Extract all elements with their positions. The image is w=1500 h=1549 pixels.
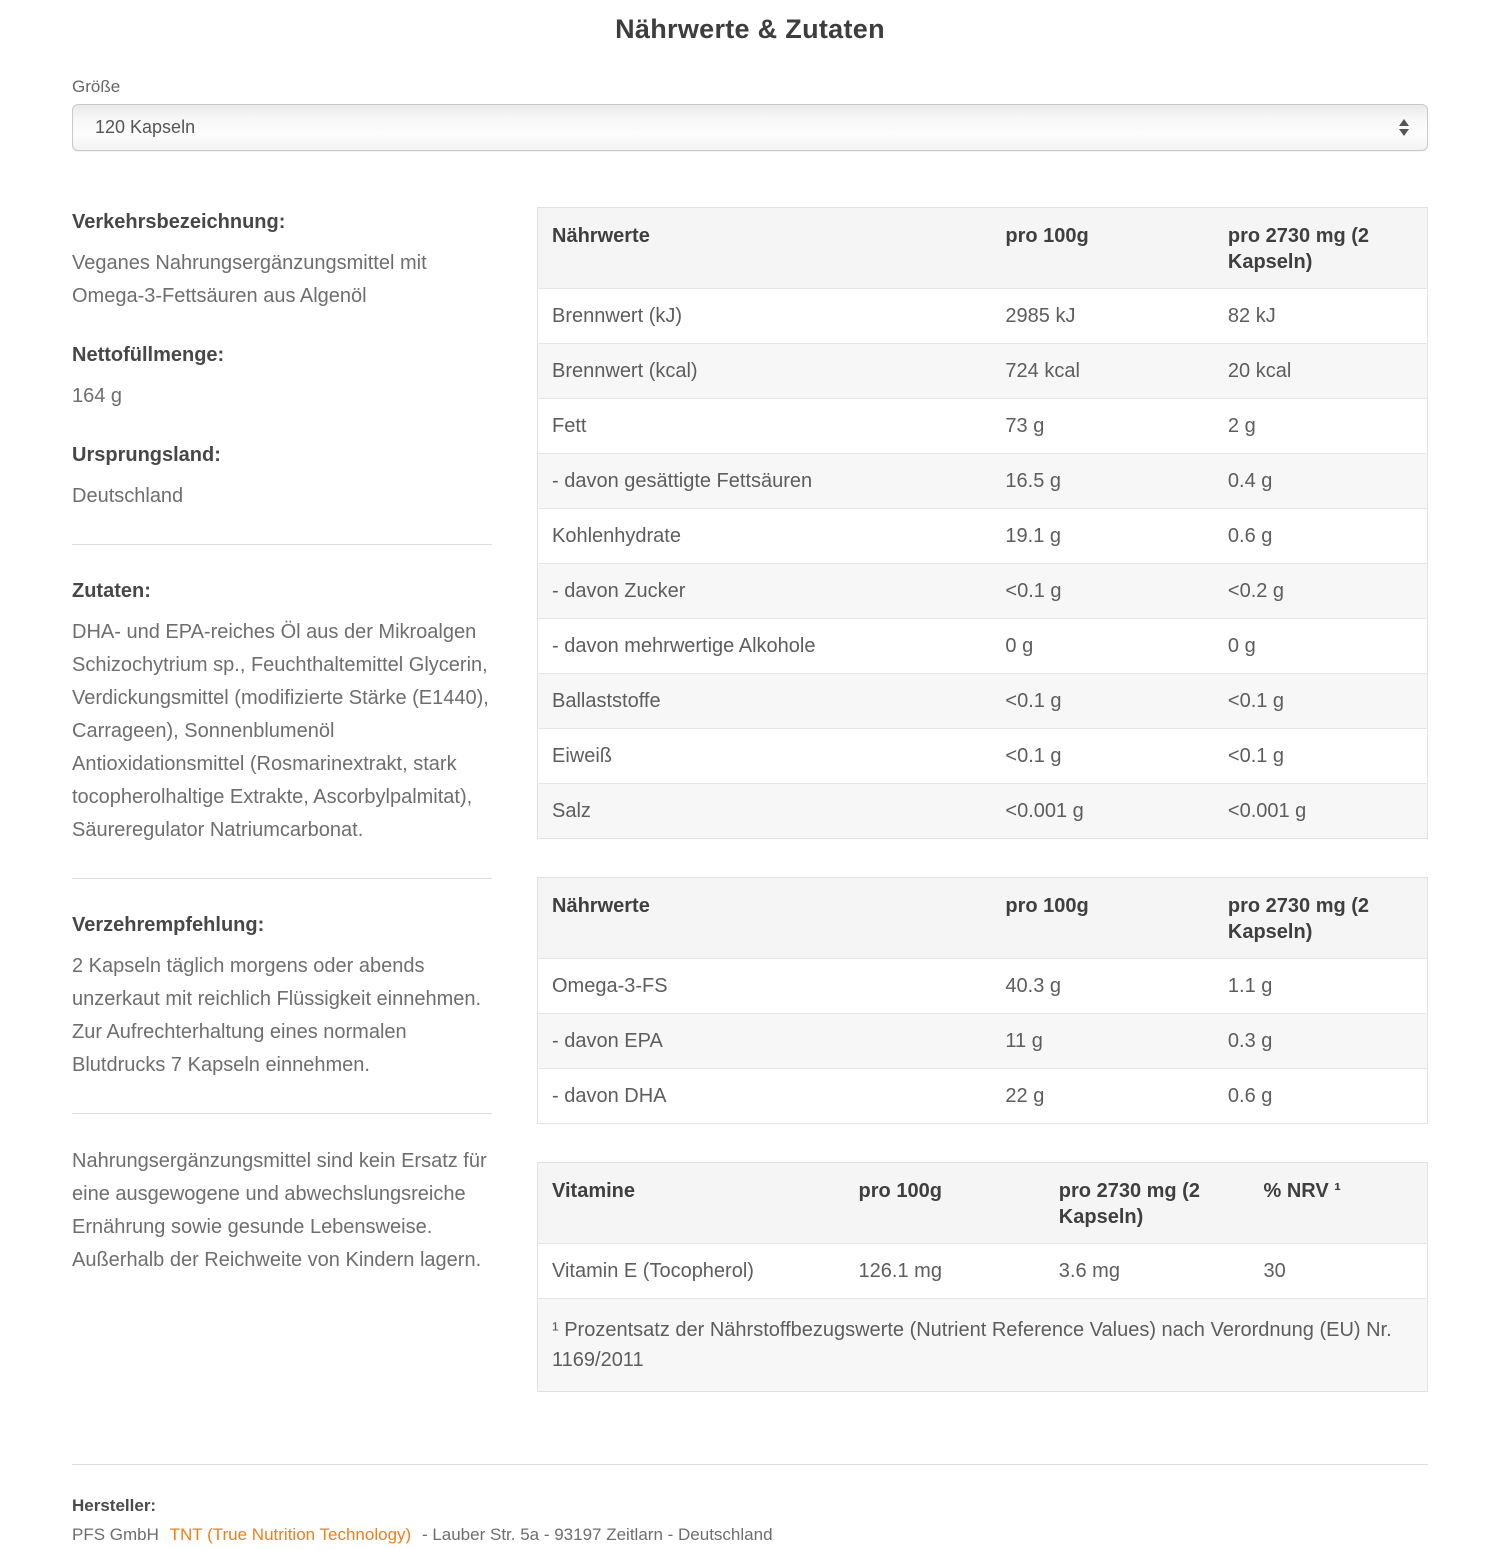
- product-info-column: [72, 207, 492, 1430]
- table-cell: - davon DHA: [538, 1069, 992, 1124]
- table-cell: 0 g: [1214, 619, 1428, 674]
- table-cell: <0.1 g: [991, 729, 1214, 784]
- table-cell: 22 g: [991, 1069, 1214, 1124]
- column-header: pro 2730 mg (2 Kapseln): [1214, 878, 1428, 959]
- table-header-row: [538, 878, 1428, 959]
- company-name: PFS GmbH: [72, 1525, 159, 1544]
- verkehrsbezeichnung-heading: Verkehrsbezeichnung:: [72, 211, 286, 233]
- table-row: [538, 1069, 1428, 1124]
- table-cell: 19.1 g: [991, 509, 1214, 564]
- table-cell: 0.4 g: [1214, 454, 1428, 509]
- table-footnote-row: [538, 1299, 1428, 1392]
- vitamine-table: [537, 1162, 1428, 1392]
- nettofuellmenge-heading: Nettofüllmenge:: [72, 344, 225, 366]
- table-cell: <0.2 g: [1214, 564, 1428, 619]
- table-cell: 724 kcal: [991, 344, 1214, 399]
- table-row: [538, 674, 1428, 729]
- ursprungsland-text: Deutschland: [72, 485, 184, 507]
- table-cell: 0.3 g: [1214, 1014, 1428, 1069]
- table-cell: Salz: [538, 784, 992, 839]
- brand-link[interactable]: TNT (True Nutrition Technology): [169, 1525, 412, 1544]
- divider: [72, 544, 492, 545]
- verzehrempfehlung-heading: Verzehrempfehlung:: [72, 914, 265, 936]
- disclaimer-text: Nahrungsergänzungsmittel sind kein Ersatz für eine ausgewogene und abwechslungsreiche Ernährung sowie gesunde Lebensweise. Außerhalb der Reichweite von Kindern lagern.: [72, 1150, 487, 1271]
- table-row: [538, 509, 1428, 564]
- table-row: [538, 454, 1428, 509]
- table-cell: <0.1 g: [1214, 729, 1428, 784]
- manufacturer-footer: [72, 1465, 1428, 1549]
- zutaten-text: DHA- und EPA-reiches Öl aus der Mikroalgen Schizochytrium sp., Feuchthaltemittel Glycerin, Verdickungsmittel (modifizierte Stärke (E1440), Carrageen), Sonnenblumenöl Antioxidationsmittel (Rosmarinextrakt, stark tocopherolhaltige Extrakte, Ascorbylpalmitat), Säureregulator Natriumcarbonat.: [72, 621, 489, 841]
- table-cell: Brennwert (kJ): [538, 289, 992, 344]
- zutaten-heading: Zutaten:: [72, 580, 151, 602]
- table-cell: 0.6 g: [1214, 1069, 1428, 1124]
- table-cell: 82 kJ: [1214, 289, 1428, 344]
- column-header: pro 100g: [845, 1163, 1045, 1244]
- column-header: pro 2730 mg (2 Kapseln): [1045, 1163, 1250, 1244]
- verkehrsbezeichnung-text: Veganes Nahrungsergänzungsmittel mit Omega-3-Fettsäuren aus Algenöl: [72, 252, 427, 307]
- table-cell: 0 g: [991, 619, 1214, 674]
- table-row: [538, 619, 1428, 674]
- table-cell: 0.6 g: [1214, 509, 1428, 564]
- table-row: [538, 399, 1428, 454]
- table-header-row: [538, 1163, 1428, 1244]
- omega3-table: [537, 877, 1428, 1124]
- content-columns: [72, 207, 1428, 1430]
- size-select-value: 120 Kapseln: [95, 117, 196, 137]
- table-cell: Kohlenhydrate: [538, 509, 992, 564]
- size-select[interactable]: [72, 104, 1428, 151]
- table-row: [538, 344, 1428, 399]
- table-row: [538, 1014, 1428, 1069]
- size-selector-block: [72, 77, 1428, 151]
- table-cell: - davon mehrwertige Alkohole: [538, 619, 992, 674]
- naehrwerte-table: [537, 207, 1428, 839]
- nutrition-tables-column: [537, 207, 1428, 1430]
- table-cell: Vitamin E (Tocopherol): [538, 1244, 845, 1299]
- hersteller-heading: Hersteller:: [72, 1496, 157, 1515]
- column-header: pro 100g: [991, 878, 1214, 959]
- table-cell: - davon Zucker: [538, 564, 992, 619]
- table-row: [538, 564, 1428, 619]
- table-cell: 3.6 mg: [1045, 1244, 1250, 1299]
- table-cell: Brennwert (kcal): [538, 344, 992, 399]
- table-cell: 2985 kJ: [991, 289, 1214, 344]
- verzehrempfehlung-text: 2 Kapseln täglich morgens oder abends unzerkaut mit reichlich Flüssigkeit einnehmen. Zur Aufrechterhaltung eines normalen Blutdrucks 7 Kapseln einnehmen.: [72, 955, 482, 1076]
- table-cell: 16.5 g: [991, 454, 1214, 509]
- manufacturer-line: [72, 1520, 1428, 1549]
- nettofuellmenge-text: 164 g: [72, 385, 123, 407]
- page-title: Nährwerte & Zutaten: [615, 14, 885, 44]
- table-cell: Fett: [538, 399, 992, 454]
- table-cell: <0.001 g: [1214, 784, 1428, 839]
- column-header: % NRV ¹: [1249, 1163, 1427, 1244]
- table-cell: 2 g: [1214, 399, 1428, 454]
- column-header: pro 2730 mg (2 Kapseln): [1214, 208, 1428, 289]
- table-cell: 126.1 mg: [845, 1244, 1045, 1299]
- table-cell: <0.1 g: [991, 564, 1214, 619]
- table-cell: <0.001 g: [991, 784, 1214, 839]
- table-footnote: ¹ Prozentsatz der Nährstoffbezugswerte (Nutrient Reference Values) nach Verordnung (EU) Nr. 1169/2011: [538, 1299, 1428, 1392]
- column-header: Nährwerte: [538, 208, 992, 289]
- table-cell: - davon gesättigte Fettsäuren: [538, 454, 992, 509]
- table-cell: 20 kcal: [1214, 344, 1428, 399]
- table-cell: 11 g: [991, 1014, 1214, 1069]
- table-cell: Ballaststoffe: [538, 674, 992, 729]
- table-cell: 40.3 g: [991, 959, 1214, 1014]
- column-header: Nährwerte: [538, 878, 992, 959]
- table-row: [538, 289, 1428, 344]
- table-cell: - davon EPA: [538, 1014, 992, 1069]
- column-header: Vitamine: [538, 1163, 845, 1244]
- table-cell: Eiweiß: [538, 729, 992, 784]
- divider: [72, 1113, 492, 1114]
- divider: [72, 878, 492, 879]
- size-label: Größe: [72, 77, 121, 96]
- table-row: [538, 784, 1428, 839]
- table-cell: 73 g: [991, 399, 1214, 454]
- table-cell: <0.1 g: [991, 674, 1214, 729]
- select-updown-arrows-icon: [1399, 119, 1409, 136]
- table-cell: Omega-3-FS: [538, 959, 992, 1014]
- column-header: pro 100g: [991, 208, 1214, 289]
- table-row: [538, 959, 1428, 1014]
- manufacturer-address: - Lauber Str. 5a - 93197 Zeitlarn - Deutschland: [421, 1525, 773, 1544]
- table-row: [538, 729, 1428, 784]
- ursprungsland-heading: Ursprungsland:: [72, 444, 221, 466]
- table-cell: <0.1 g: [1214, 674, 1428, 729]
- table-cell: 1.1 g: [1214, 959, 1428, 1014]
- table-cell: 30: [1249, 1244, 1427, 1299]
- table-row: [538, 1244, 1428, 1299]
- table-header-row: [538, 208, 1428, 289]
